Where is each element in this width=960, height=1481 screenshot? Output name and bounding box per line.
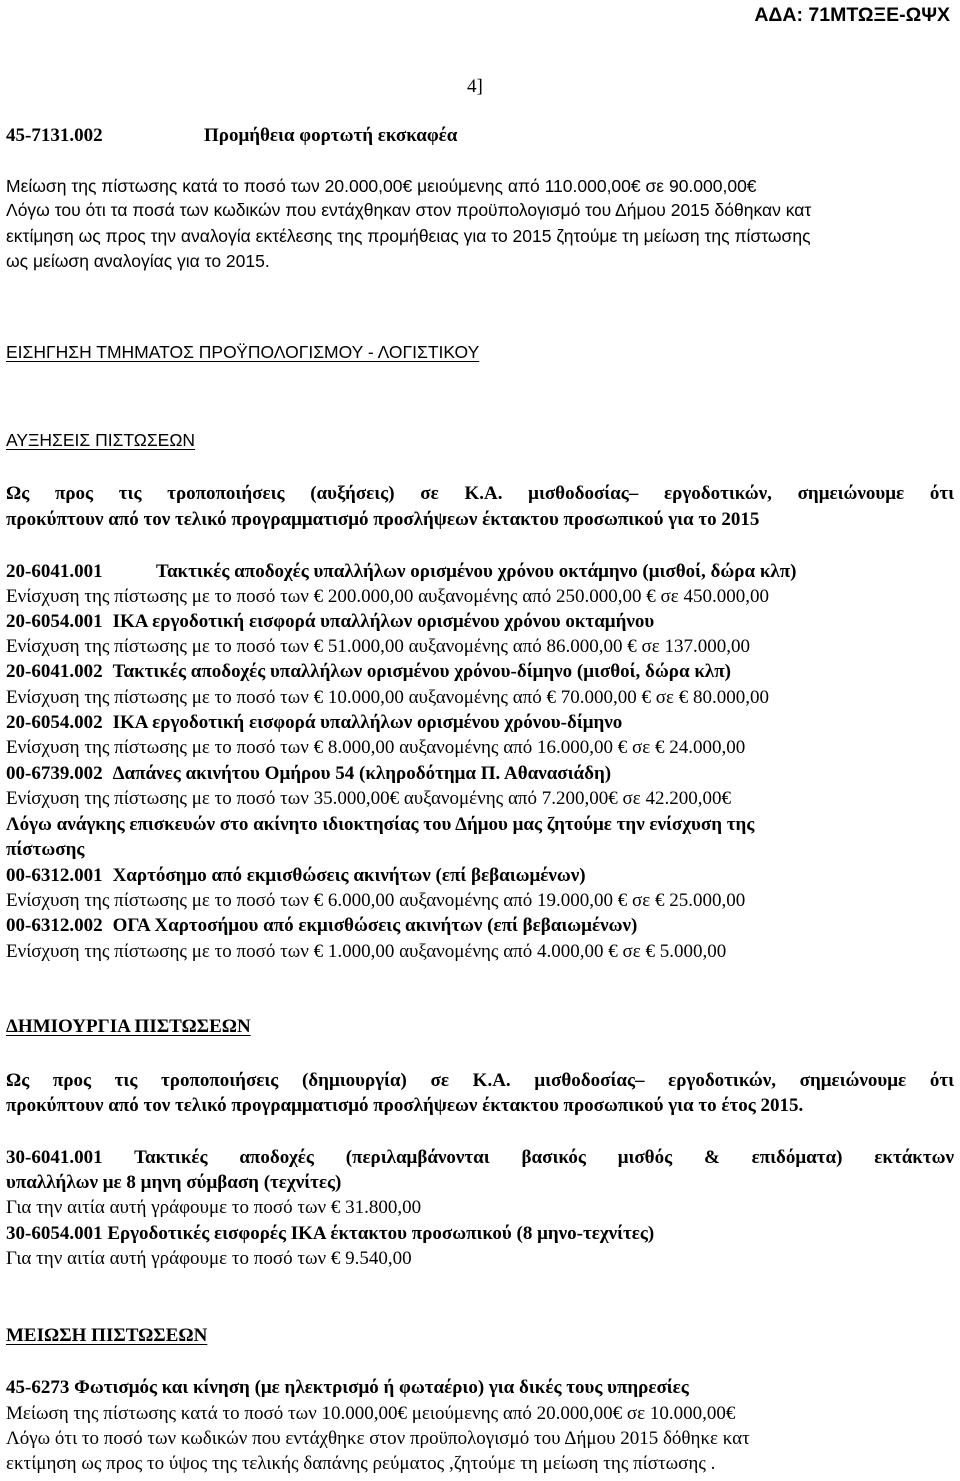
increase-item-code: 00-6312.001 — [6, 865, 103, 886]
creation-item-1-line-2: υπαλλήλων με 8 μηνη σύμβαση (τεχνίτες) — [6, 1172, 342, 1193]
increase-item-name: Τακτικές αποδοχές υπαλλήλων ορισμένου χρόνου οκτάμηνο (μισθοί, δώρα κλπ) — [156, 561, 797, 582]
increase-item-desc: Ενίσχυση της πίστωσης με το ποσό των € 8.000,00 αυξανομένης από 16.000,00 € σε € 24.000,00 — [6, 737, 746, 758]
repair-note-2: πίστωσης — [6, 839, 85, 860]
creation-item-2-title: 30-6054.001 Εργοδοτικές εισφορές ΙΚΑ έκτακτου προσωπικού (8 μηνο-τεχνίτες) — [6, 1223, 655, 1244]
increases-intro-1: Ως προς τις τροποποιήσεις (αυξήσεις) σε Κ.Α. μισθοδοσίας– εργοδοτικών, σημειώνουμε ότι — [6, 483, 954, 504]
increase-item-desc: Ενίσχυση της πίστωσης με το ποσό των 35.000,00€ αυξανομένης από 7.200,00€ σε 42.200,00€ — [6, 788, 731, 809]
increase-item-name: Τακτικές αποδοχές υπαλλήλων ορισμένου χρόνου-δίμηνο (μισθοί, δώρα κλπ) — [112, 661, 731, 682]
increase-item-title — [6, 662, 731, 681]
increase-item-desc: Ενίσχυση της πίστωσης με το ποσό των € 51.000,00 αυξανομένης από 86.000,00 € σε 137.000,00 — [6, 636, 750, 657]
increase-item-title — [6, 562, 796, 581]
increase-item-title — [6, 866, 586, 885]
increase-item-desc: Ενίσχυση της πίστωσης με το ποσό των € 10.000,00 αυξανομένης από € 70.000,00 € σε € 80.000,00 — [6, 687, 769, 708]
increase-item-code: 20-6054.002 — [6, 712, 103, 733]
reduction-title: Προμήθεια φορτωτή εκσκαφέα — [204, 125, 458, 146]
reduction-line-3: εκτίμηση ως προς την αναλογία εκτέλεσης της προμήθειας για το 2015 ζητούμε τη μείωση της πίστωσης — [6, 226, 811, 246]
increase-item-code: 00-6739.002 — [6, 763, 103, 784]
creations-intro-1: Ως προς τις τροποποιήσεις (δημιουργία) σε Κ.Α. μισθοδοσίας– εργοδοτικών, σημειώνουμε ότι — [6, 1070, 954, 1091]
reductions-title: ΜΕΙΩΣΗ ΠΙΣΤΩΣΕΩΝ — [6, 1325, 208, 1346]
increase-item-code: 20-6041.001 — [6, 561, 103, 582]
increase-item-name: Χαρτόσημο από εκμισθώσεις ακινήτων (επί βεβαιωμένων) — [112, 865, 586, 886]
reduction-note-2: εκτίμηση ως προς το ύψος της τελικής δαπάνης ρεύματος ,ζητούμε τη μείωση της πίστωσης . — [6, 1453, 716, 1474]
increase-item-code: 20-6054.001 — [6, 611, 103, 632]
increase-item-code: 00-6312.002 — [6, 915, 103, 936]
creations-intro-2: προκύπτουν από τον τελικό προγραμματισμό προσλήψεων έκτακτου προσωπικού για το έτος 2015. — [6, 1095, 804, 1116]
reduction-line-2: Λόγω του ότι τα ποσά των κωδικών που εντάχθηκαν στον προϋπολογισμό του Δήμου 2015 δόθηκαν κατ — [6, 200, 812, 220]
increase-item-title — [6, 916, 637, 935]
increase-item-title — [6, 612, 654, 631]
increase-item-name: Δαπάνες ακινήτου Ομήρου 54 (κληροδότημα Π. Αθανασιάδη) — [112, 763, 612, 784]
creations-title: ΔΗΜΙΟΥΡΓΙΑ ΠΙΣΤΩΣΕΩΝ — [6, 1016, 251, 1037]
creation-item-1-desc: Για την αιτία αυτή γράφουμε το ποσό των € 31.800,00 — [6, 1197, 422, 1218]
reduction-item-title: 45-6273 Φωτισμός και κίνηση (με ηλεκτρισμό ή φωταέριο) για δικές τους υπηρεσίες — [6, 1377, 689, 1398]
increase-item-title — [6, 713, 622, 732]
creation-item-1-line-1: 30-6041.001 Τακτικές αποδοχές (περιλαμβάνονται βασικός μισθός & επιδόματα) εκτάκτων — [6, 1147, 954, 1168]
reduction-note-1: Λόγω ότι το ποσό των κωδικών που εντάχθηκε στον προϋπολογισμό του Δήμου 2015 δόθηκε κατ — [6, 1428, 750, 1449]
ada-code: ΑΔΑ: 71ΜΤΩΞΕ-ΩΨΧ — [754, 4, 950, 26]
recommendation-title: ΕΙΣΗΓΗΣΗ ΤΜΗΜΑΤΟΣ ΠΡΟΫΠΟΛΟΓΙΣΜΟΥ - ΛΟΓΙΣΤΙΚΟΥ — [6, 342, 480, 362]
increase-item-name: ΙΚΑ εργοδοτική εισφορά υπαλλήλων ορισμένου χρόνου οκταμήνου — [112, 611, 655, 632]
increase-item-title — [6, 764, 611, 783]
reduction-code: 45-7131.002 — [6, 125, 103, 146]
repair-note-1: Λόγω ανάγκης επισκευών στο ακίνητο ιδιοκτησίας του Δήμου μας ζητούμε την ενίσχυση της — [6, 814, 755, 835]
creation-item-2-desc: Για την αιτία αυτή γράφουμε το ποσό των € 9.540,00 — [6, 1248, 412, 1269]
reduction-item-desc: Μείωση της πίστωσης κατά το ποσό των 10.000,00€ μειούμενης από 20.000,00€ σε 10.000,00€ — [6, 1403, 736, 1424]
increase-item-code: 20-6041.002 — [6, 661, 103, 682]
increase-item-desc: Ενίσχυση της πίστωσης με το ποσό των € 200.000,00 αυξανομένης από 250.000,00 € σε 450.000,00 — [6, 586, 769, 607]
item-number: 4] — [467, 76, 483, 97]
increases-title: ΑΥΞΗΣΕΙΣ ΠΙΣΤΩΣΕΩΝ — [6, 430, 196, 450]
increase-item-name: ΙΚΑ εργοδοτική εισφορά υπαλλήλων ορισμένου χρόνου-δίμηνο — [112, 712, 623, 733]
reduction-line-4: ως μείωση αναλογίας για το 2015. — [6, 251, 270, 271]
increase-item-name: ΟΓΑ Χαρτοσήμου από εκμισθώσεις ακινήτων (επί βεβαιωμένων) — [112, 915, 638, 936]
increase-item-desc: Ενίσχυση της πίστωσης με το ποσό των € 6.000,00 αυξανομένης από 19.000,00 € σε € 25.000,00 — [6, 890, 746, 911]
reduction-line-1: Μείωση της πίστωσης κατά το ποσό των 20.000,00€ μειούμενης από 110.000,00€ σε 90.000,00€ — [6, 176, 757, 196]
increase-item-desc: Ενίσχυση της πίστωσης με το ποσό των € 1.000,00 αυξανομένης από 4.000,00 € σε € 5.000,00 — [6, 941, 727, 962]
increases-intro-2: προκύπτουν από τον τελικό προγραμματισμό προσλήψεων έκτακτου προσωπικού για το 2015 — [6, 509, 760, 530]
